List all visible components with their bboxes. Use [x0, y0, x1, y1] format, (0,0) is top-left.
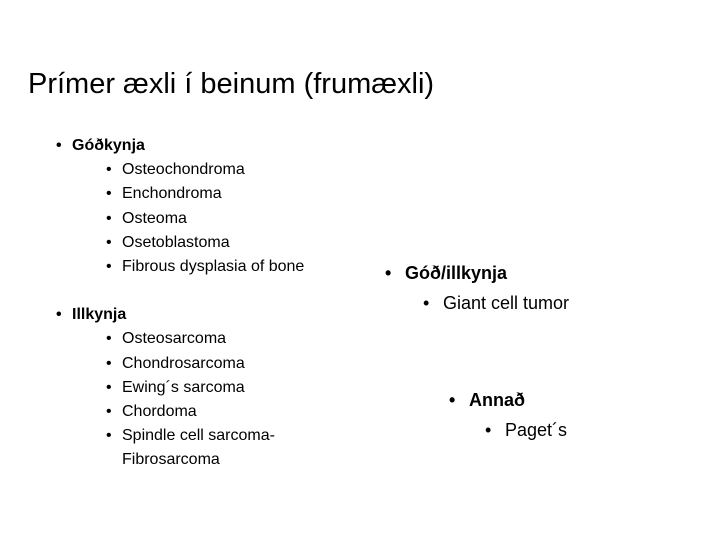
- list-item: [106, 424, 304, 448]
- spacer: [72, 279, 304, 303]
- bullet-icon: •: [106, 378, 112, 396]
- list-item-label: Giant cell tumor: [443, 293, 570, 313]
- bullet-icon: •: [106, 427, 112, 445]
- list-item: [106, 207, 304, 231]
- malignant-list: [106, 327, 304, 472]
- list-item: [106, 182, 304, 206]
- malignant-heading-item: [56, 303, 304, 327]
- slide-title: Prímer æxli í beinum (frumæxli): [28, 68, 435, 100]
- bullet-icon: •: [106, 185, 112, 203]
- list-item-label: Osteoma: [122, 209, 187, 227]
- list-item: [485, 415, 568, 445]
- list-item: [106, 400, 304, 424]
- left-column: [56, 134, 305, 473]
- list-item-label: Spindle cell sarcoma-: [122, 427, 275, 445]
- list-item-label: Fibrous dysplasia of bone: [122, 258, 305, 276]
- list-item-label: Osteosarcoma: [122, 330, 227, 348]
- bullet-icon: •: [106, 354, 112, 372]
- list-item: [106, 255, 305, 279]
- list-item-label: Osetoblastoma: [122, 233, 230, 251]
- benign-heading: Góðkynja: [72, 137, 145, 154]
- bullet-icon: •: [56, 306, 62, 324]
- list-item: [106, 376, 304, 400]
- bullet-icon: •: [106, 233, 112, 251]
- other-heading: Annað: [469, 390, 525, 410]
- list-item-label: Osteochondroma: [122, 161, 245, 179]
- benign-list: [106, 158, 305, 279]
- bullet-icon: •: [106, 161, 112, 179]
- bullet-icon: •: [106, 209, 112, 227]
- list-item-label: Enchondroma: [122, 185, 222, 203]
- bullet-icon: •: [106, 258, 112, 276]
- bullet-icon: •: [449, 390, 456, 410]
- bullet-icon: •: [106, 330, 112, 348]
- list-item-continuation: Fibrosarcoma: [122, 451, 220, 469]
- borderline-group: [385, 258, 570, 318]
- benign-heading-item: [56, 134, 304, 158]
- list-item-label: Ewing´s sarcoma: [122, 378, 245, 396]
- bullet-icon: •: [423, 293, 430, 313]
- list-item-label: Chondrosarcoma: [122, 354, 245, 372]
- list-item-label: Chordoma: [122, 403, 197, 421]
- bullet-icon: •: [56, 137, 62, 154]
- list-item: [106, 352, 304, 376]
- list-item: [106, 158, 304, 182]
- list-item-label: Paget´s: [505, 420, 568, 440]
- other-group: [449, 385, 568, 445]
- borderline-list: [423, 288, 570, 318]
- bullet-icon: •: [106, 403, 112, 421]
- list-item: [106, 327, 304, 351]
- bullet-icon: •: [385, 263, 392, 283]
- bullet-icon: •: [485, 420, 492, 440]
- other-heading-item: [449, 385, 567, 415]
- other-list: [485, 415, 568, 445]
- borderline-heading-item: [385, 258, 569, 288]
- list-item: [423, 288, 570, 318]
- list-item: [106, 231, 304, 255]
- borderline-heading: Góð/illkynja: [405, 263, 508, 283]
- malignant-heading: Illkynja: [72, 306, 127, 324]
